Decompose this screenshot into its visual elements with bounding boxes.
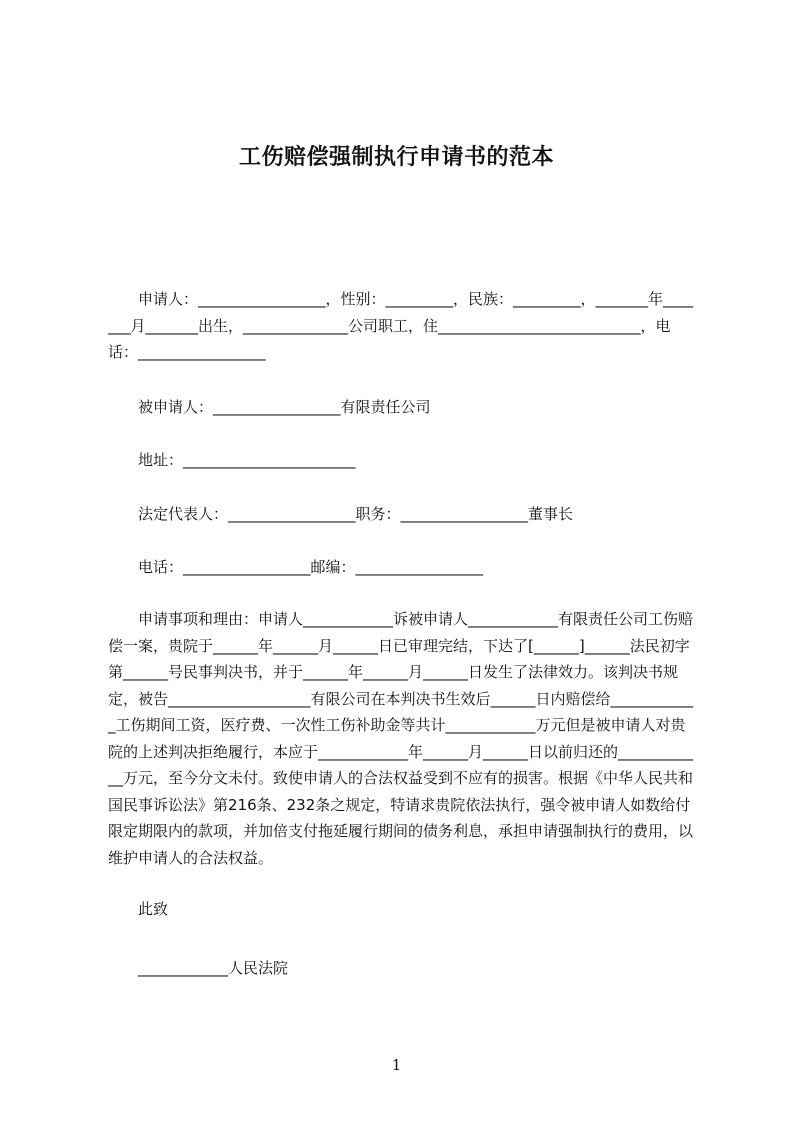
request-reason-paragraph: 申请事项和理由：申请人____________诉被申请人____________有限责任公司工伤赔偿一案，贵院于______年______月______日已审理完结，下达了[______]______法民初字第______号民事判决书，并于______年______月______日发生了法律效力。该判决书规定，被告___________________有限公司在本判决书生效后______日内赔偿给____________工伤期间工资，医疗费、一次性工伤补助金等共计____________万元但是被申请人对贵院的上述判决拒绝履行，本应于____________年______月______日以前归还的____________万元，至今分文未付。致使申请人的合法权益受到不应有的损害。根据《中华人民共和国民事诉讼法》第216条、232条之规定，特请求贵院依法执行，强令被申请人如数给付限定期限内的款项，并加倍支付拖延履行期间的债务利息，承担申请强制执行的费用，以维护申请人的合法权益。	[108, 610, 694, 867]
closing-salutation: 此致	[138, 900, 169, 918]
phone-postcode-paragraph: 电话：_________________邮编：_________________	[138, 558, 484, 576]
court-addressee: ____________人民法院	[138, 959, 289, 977]
address-paragraph: 地址：_______________________	[138, 451, 356, 469]
respondent-paragraph: 被申请人：_________________有限责任公司	[138, 398, 431, 416]
legal-representative-paragraph: 法定代表人：_________________职务：_________________董事长	[138, 505, 574, 523]
applicant-paragraph: 申请人：_________________，性别：_________，民族：_________，_______年_______月_______出生，______________公司职工，住___________________________，电话：_________________	[108, 290, 694, 361]
page-number: 1	[391, 1056, 402, 1074]
document-title: 工伤赔偿强制执行申请书的范本	[238, 145, 554, 170]
